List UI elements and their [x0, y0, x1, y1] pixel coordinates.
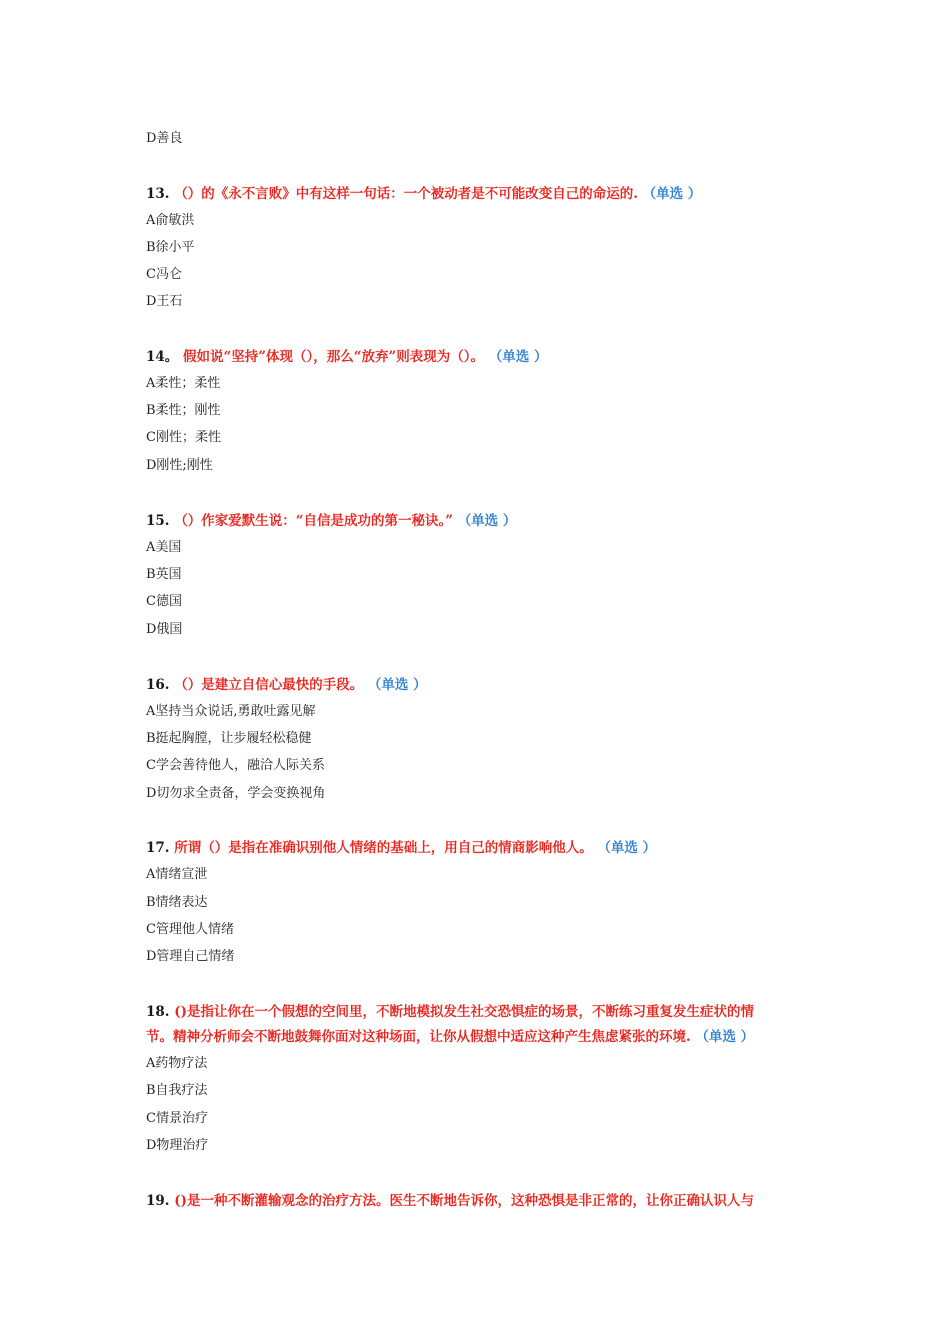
question-number: 19.	[146, 1193, 170, 1209]
option-a: A药物疗法	[146, 1056, 208, 1071]
question-15	[146, 512, 516, 530]
option-c: C管理他人情绪	[146, 922, 234, 937]
option-a: A美国	[146, 540, 182, 555]
question-text-line-2: 节。精神分析师会不断地鼓舞你面对这种场面，让你从假想中适应这种产生焦虑紧张的环境.	[146, 1029, 691, 1045]
option-d: D王石	[146, 294, 183, 309]
option-b: B自我疗法	[146, 1083, 208, 1098]
question-text: （）是建立自信心最快的手段。	[174, 677, 364, 693]
question-13	[146, 185, 701, 203]
option-d: D物理治疗	[146, 1138, 209, 1153]
option-b: B英国	[146, 567, 182, 582]
option-c: C刚性；柔性	[146, 430, 221, 445]
question-number: 18.	[146, 1004, 170, 1020]
question-text: （）的《永不言败》中有这样一句话：一个被动者是不可能改变自己的命运的.	[174, 186, 638, 202]
option-c: C德国	[146, 594, 182, 609]
option-c: C情景治疗	[146, 1111, 208, 1126]
question-type-tag: （单选 ）	[367, 677, 427, 693]
option-a: A俞敏洪	[146, 213, 195, 228]
option-a: A情绪宣泄	[146, 867, 208, 882]
option-c: C冯仑	[146, 267, 182, 282]
option-b: B情绪表达	[146, 895, 208, 910]
question-text: ()是一种不断灌输观念的治疗方法。医生不断地告诉你，这种恐惧是非正常的，让你正确认识人与	[174, 1193, 754, 1209]
question-number: 16.	[146, 677, 170, 693]
question-17	[146, 839, 656, 857]
question-number: 13.	[146, 186, 170, 202]
option-b: B挺起胸膛，让步履轻松稳健	[146, 731, 312, 746]
question-number: 15.	[146, 513, 170, 529]
question-type-tag: （单选 ）	[597, 840, 657, 856]
option-d: D切勿求全责备，学会变换视角	[146, 786, 326, 801]
question-number: 17.	[146, 840, 170, 856]
option-b: B柔性；刚性	[146, 403, 221, 418]
question-18	[146, 1003, 754, 1021]
option-c: C学会善待他人，融洽人际关系	[146, 758, 325, 773]
question-text: 所谓（）是指在准确识别他人情绪的基础上，用自己的情商影响他人。	[174, 840, 593, 856]
option-d: D俄国	[146, 622, 183, 637]
question-number: 14。	[146, 349, 179, 365]
question-type-tag: （单选 ）	[457, 513, 517, 529]
option-d-previous: D善良	[146, 131, 183, 146]
question-type-tag: （单选 ）	[642, 186, 702, 202]
option-a: A柔性；柔性	[146, 376, 221, 391]
question-type-tag: （单选 ）	[488, 349, 548, 365]
question-text: 假如说“坚持”体现（），那么“放弃”则表现为（）。	[183, 349, 485, 365]
question-type-tag: （单选 ）	[695, 1029, 755, 1045]
question-text: （）作家爱默生说：“自信是成功的第一秘诀。”	[174, 513, 453, 529]
option-d: D管理自己情绪	[146, 949, 235, 964]
question-18-continued	[146, 1028, 754, 1046]
question-14	[146, 348, 547, 366]
question-text-line-1: ()是指让你在一个假想的空间里，不断地模拟发生社交恐惧症的场景，不断练习重复发生症状的情	[174, 1004, 754, 1020]
option-a: A坚持当众说话,勇敢吐露见解	[146, 704, 316, 719]
option-b: B徐小平	[146, 240, 195, 255]
question-19	[146, 1192, 754, 1210]
option-d: D刚性;刚性	[146, 458, 213, 473]
question-16	[146, 676, 427, 694]
